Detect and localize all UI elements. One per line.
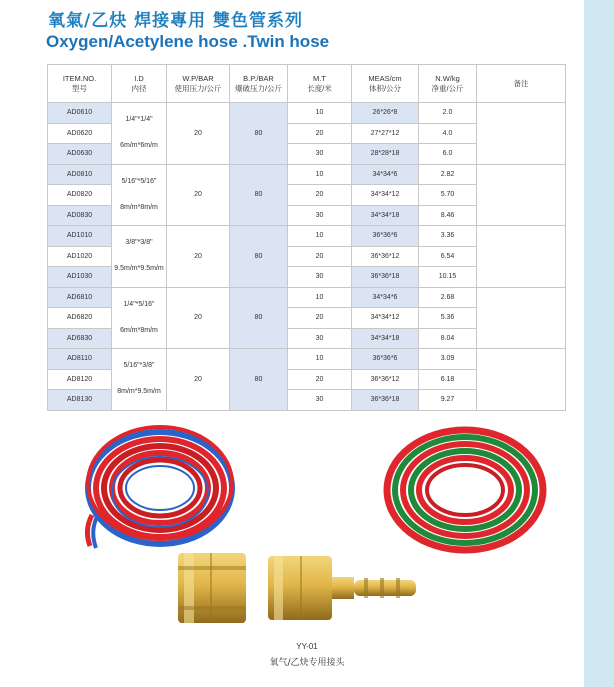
table-row: [48, 287, 566, 308]
cell-remarks: [477, 164, 566, 226]
cell-burst-pressure: 80: [230, 164, 288, 226]
cell-measurement: 26*26*8: [352, 103, 419, 124]
cell-net-weight: 5.36: [419, 308, 477, 329]
cell-burst-pressure: 80: [230, 287, 288, 349]
cell-net-weight: 2.0: [419, 103, 477, 124]
brass-hose-barb-fitting-right: [268, 556, 416, 620]
cell-burst-pressure: 80: [230, 103, 288, 165]
cell-item-no: AD1020: [48, 246, 112, 267]
cell-measurement: 36*36*12: [352, 369, 419, 390]
cell-item-no: AD0630: [48, 144, 112, 165]
cell-net-weight: 2.82: [419, 164, 477, 185]
cell-remarks: [477, 103, 566, 165]
inner-diameter-mm: 6m/m*6m/m: [120, 142, 158, 150]
cell-inner-diameter: [112, 164, 167, 226]
cell-length: 20: [288, 246, 352, 267]
cell-item-no: AD8110: [48, 349, 112, 370]
cell-inner-diameter: [112, 226, 167, 288]
cell-measurement: 27*27*12: [352, 123, 419, 144]
spec-table: [47, 64, 566, 411]
header-measurement: MEAS/cm 体积/公分: [352, 65, 419, 103]
cell-net-weight: 8.46: [419, 205, 477, 226]
inner-diameter-inch: 1/4"*5/16": [123, 300, 155, 308]
cell-length: 10: [288, 287, 352, 308]
cell-measurement: 36*36*18: [352, 390, 419, 411]
cell-length: 10: [288, 349, 352, 370]
table-row: [48, 164, 566, 185]
inner-diameter-inch: 3/8"*3/8": [125, 239, 153, 247]
cell-burst-pressure: 80: [230, 349, 288, 411]
cell-length: 10: [288, 226, 352, 247]
header-length: M.T 长度/米: [288, 65, 352, 103]
cell-inner-diameter: [112, 349, 167, 411]
cell-item-no: AD0610: [48, 103, 112, 124]
brass-nut-fitting-left: [178, 553, 246, 623]
cell-working-pressure: 20: [167, 226, 230, 288]
cell-length: 30: [288, 328, 352, 349]
cell-item-no: AD1030: [48, 267, 112, 288]
side-color-band: [584, 0, 614, 687]
cell-length: 20: [288, 369, 352, 390]
cell-measurement: 34*34*6: [352, 287, 419, 308]
cell-item-no: AD0820: [48, 185, 112, 206]
cell-item-no: AD0830: [48, 205, 112, 226]
page-title-english: Oxygen/Acetylene hose .Twin hose: [46, 32, 330, 51]
cell-length: 30: [288, 390, 352, 411]
header-item-no: ITEM.NO. 型号: [48, 65, 112, 103]
cell-net-weight: 6.0: [419, 144, 477, 165]
cell-item-no: AD6820: [48, 308, 112, 329]
cell-working-pressure: 20: [167, 287, 230, 349]
cell-length: 10: [288, 103, 352, 124]
cell-measurement: 34*34*12: [352, 185, 419, 206]
cell-length: 30: [288, 144, 352, 165]
cell-net-weight: 4.0: [419, 123, 477, 144]
cell-net-weight: 3.09: [419, 349, 477, 370]
cell-item-no: AD0620: [48, 123, 112, 144]
cell-burst-pressure: 80: [230, 226, 288, 288]
inner-diameter-inch: 5/16"*3/8": [123, 362, 155, 370]
inner-diameter-inch: 1/4"*1/4": [125, 116, 153, 124]
spec-table-body: [48, 103, 566, 411]
page-title-chinese: 氧氣/乙炔 焊接專用 雙色管系列: [48, 11, 304, 31]
cell-working-pressure: 20: [167, 103, 230, 165]
cell-item-no: AD0810: [48, 164, 112, 185]
cell-measurement: 34*34*18: [352, 205, 419, 226]
cell-remarks: [477, 287, 566, 349]
cell-length: 30: [288, 205, 352, 226]
cell-net-weight: 8.04: [419, 328, 477, 349]
cell-item-no: AD6830: [48, 328, 112, 349]
twin-hose-coil-red-green: [387, 430, 543, 550]
cell-remarks: [477, 226, 566, 288]
inner-diameter-mm: 6m/m*8m/m: [120, 326, 158, 334]
header-inner-diameter: I.D 内径: [112, 65, 167, 103]
inner-diameter-mm: 9.5m/m*9.5m/m: [114, 265, 164, 273]
cell-length: 20: [288, 123, 352, 144]
header-burst-pressure: B.P./BAR 爆破压力/公斤: [230, 65, 288, 103]
cell-length: 20: [288, 308, 352, 329]
inner-diameter-mm: 8m/m*9.5m/m: [117, 388, 161, 396]
cell-measurement: 36*36*18: [352, 267, 419, 288]
cell-net-weight: 9.27: [419, 390, 477, 411]
cell-net-weight: 3.36: [419, 226, 477, 247]
cell-net-weight: 6.54: [419, 246, 477, 267]
cell-working-pressure: 20: [167, 349, 230, 411]
cell-net-weight: 5.70: [419, 185, 477, 206]
cell-working-pressure: 20: [167, 164, 230, 226]
cell-net-weight: 2.68: [419, 287, 477, 308]
cell-item-no: AD8130: [48, 390, 112, 411]
cell-net-weight: 6.18: [419, 369, 477, 390]
cell-length: 30: [288, 267, 352, 288]
inner-diameter-mm: 8m/m*8m/m: [120, 203, 158, 211]
cell-inner-diameter: [112, 103, 167, 165]
cell-measurement: 34*34*12: [352, 308, 419, 329]
cell-length: 10: [288, 164, 352, 185]
cell-item-no: AD6810: [48, 287, 112, 308]
table-row: [48, 103, 566, 124]
cell-measurement: 34*34*6: [352, 164, 419, 185]
cell-measurement: 36*36*12: [352, 246, 419, 267]
cell-inner-diameter: [112, 287, 167, 349]
table-row: [48, 226, 566, 247]
fitting-name-caption: 氧气/乙炔专用接头: [269, 658, 345, 668]
cell-item-no: AD1010: [48, 226, 112, 247]
cell-measurement: 36*36*6: [352, 349, 419, 370]
inner-diameter-inch: 5/16"*5/16": [121, 177, 157, 185]
cell-measurement: 28*28*18: [352, 144, 419, 165]
header-working-pressure: W.P/BAR 使用压力/公斤: [167, 65, 230, 103]
cell-length: 20: [288, 185, 352, 206]
table-header-row: [48, 65, 566, 103]
cell-net-weight: 10.15: [419, 267, 477, 288]
header-remarks: 备注: [477, 65, 566, 103]
header-net-weight: N.W/kg 净重/公斤: [419, 65, 477, 103]
cell-measurement: 34*34*18: [352, 328, 419, 349]
cell-measurement: 36*36*6: [352, 226, 419, 247]
cell-remarks: [477, 349, 566, 411]
table-row: [48, 349, 566, 370]
fitting-model-caption: YY-01: [296, 642, 318, 651]
twin-hose-coil-red-blue: [87, 427, 232, 548]
cell-item-no: AD8120: [48, 369, 112, 390]
